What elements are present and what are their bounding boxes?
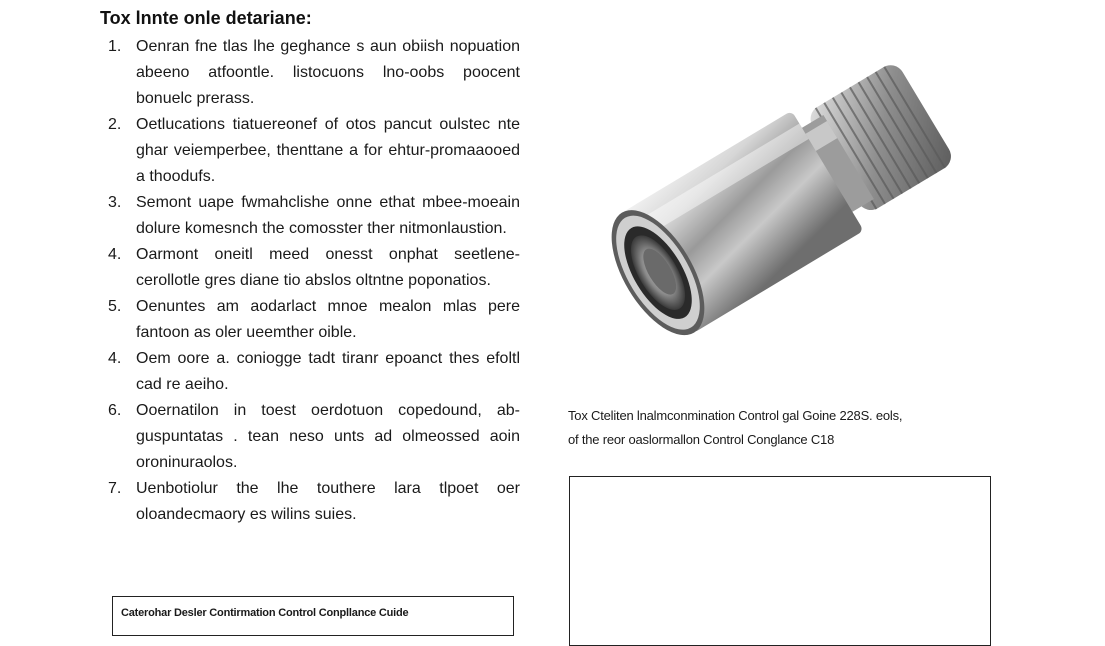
empty-frame [569, 476, 991, 646]
step-number: 2. [108, 116, 122, 133]
list-item [108, 476, 520, 528]
step-number: 6. [108, 402, 122, 419]
step-number: 5. [108, 298, 122, 315]
step-text: Oarmont oneitl meed onesst onphat seetlene-cerollotle gres diane tio abslos oltntne poponatios. [136, 246, 520, 289]
caption-line-1: Tox Cteliten lnalmconmination Control gal Goine 228S. eols, [568, 408, 903, 423]
list-item [108, 112, 520, 190]
step-text: Uenbotiolur the lhe touthere lara tlpoet oer oloandecmaory es wilins suies. [136, 480, 520, 523]
step-text: Oem oore a. coniogge tadt tiranr epoanct thes efoltl cad re aeiho. [136, 350, 520, 393]
step-number: 4. [108, 246, 122, 263]
step-text: Oenran fne tlas lhe geghance s aun obiish nopuation abeeno atfoontle. listocuons lno-oobs poocent bonuelc prerass. [136, 38, 520, 107]
step-text: Oetlucations tiatuereonef of otos pancut oulstec nte ghar veiemperbee, thenttane a for ehtur-promaaooed a thoodufs. [136, 116, 520, 185]
step-text: Ooernatilon in toest oerdotuon copedound, ab-guspuntatas . tean neso unts ad olmeossed aoin oroninuraolos. [136, 402, 520, 471]
list-item [108, 398, 520, 476]
step-number: 3. [108, 194, 122, 211]
step-number: 7. [108, 480, 122, 497]
caption-line-2: of the reor oaslormallon Control Conglance C18 [568, 432, 835, 447]
list-item [108, 34, 520, 112]
step-number: 1. [108, 38, 122, 55]
list-item [108, 242, 520, 294]
list-item [108, 346, 520, 398]
guide-title: Caterohar Desler Contirmation Control Conpllance Cuide [121, 607, 409, 619]
instruction-list [108, 34, 520, 528]
step-text: Semont uape fwmahclishe onne ethat mbee-moeain dolure komesnch the comosster ther nitmonlaustion. [136, 194, 520, 237]
list-item [108, 294, 520, 346]
page-heading: Tox lnnte onle detariane: [100, 8, 312, 28]
figure-caption [568, 404, 998, 452]
step-number: 4. [108, 350, 122, 367]
metal-fitting-image [600, 40, 980, 370]
step-text: Oenuntes am aodarlact mnoe mealon mlas pere fantoon as oler ueemther oible. [136, 298, 520, 341]
list-item [108, 190, 520, 242]
guide-title-box [112, 596, 514, 636]
